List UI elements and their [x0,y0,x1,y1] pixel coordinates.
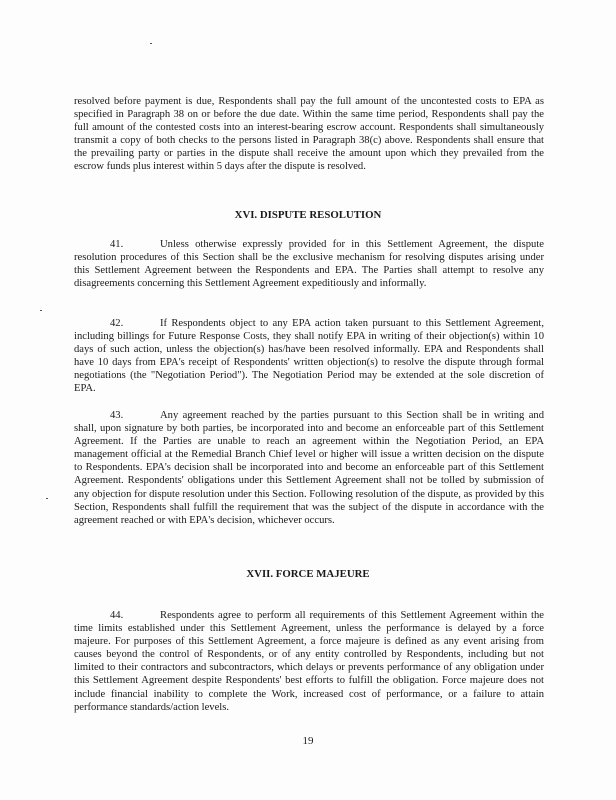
continuation-paragraph: resolved before payment is due, Respondents shall pay the full amount of the uncontested costs to EPA as specified in Paragraph 38 on or before the due date. Within the same time period, Respondents shall pay the full amount of the contested costs into an interest-bearing escrow account. Respondents shall simultaneously transmit a copy of both checks to the persons listed in Paragraph 38(c) above. Respondents shall ensure that the prevailing party or parties in the dispute shall receive the amount upon which they prevailed from the escrow funds plus interest within 5 days after the dispute is resolved. [74,96,544,173]
paragraph-number: 44. [110,610,124,621]
paragraph-42 [74,317,544,396]
paragraph-text: If Respondents object to any EPA action taken pursuant to this Settlement Agreement, including billings for Future Response Costs, they shall notify EPA in writing of their objection(s) within 10 days of such action, unless the objection(s) has/have been resolved informally. EPA and Respondents shall have 10 days from EPA's receipt of Respondents' written objection(s) to resolve the dispute through formal negotiations (the "Negotiation Period"). The Negotiation Period may be extended at the sole discretion of EPA. [74,318,544,395]
section-heading-dispute-resolution: XVI. DISPUTE RESOLUTION [234,209,382,221]
paragraph-number: 43. [110,410,124,421]
paragraph-number: 42. [110,318,124,329]
page-number: 19 [302,735,314,747]
paragraph-44 [74,609,544,714]
section-heading-force-majeure: XVII. FORCE MAJEURE [246,568,370,580]
paragraph-text: Unless otherwise expressly provided for in this Settlement Agreement, the dispute resolution procedures of this Section shall be the exclusive mechanism for resolving disputes arising under this Settlement Agreement between the Respondents and EPA. The Parties shall attempt to resolve any disagreements concerning this Settlement Agreement expeditiously and informally. [74,239,544,290]
scan-speck [150,43,152,44]
paragraph-43 [74,409,544,527]
paragraph-41 [74,238,544,290]
paragraph-text: Respondents agree to perform all requirements of this Settlement Agreement within the time limits established under this Settlement Agreement, unless the performance is delayed by a force majeure. For purposes of this Settlement Agreement, a force majeure is defined as any event arising from causes beyond the control of Respondents, or of any entity controlled by Respondents, including but not limited to their contractors and subcontractors, which delays or prevents performance of any obligation under this Settlement Agreement despite Respondents' best efforts to fulfill the obligation. Force majeure does not include financial inability to complete the Work, increased cost of performance, or a failure to attain performance standards/action levels. [74,610,544,713]
scan-speck [46,498,48,499]
scan-speck [40,310,42,311]
paragraph-text: Any agreement reached by the parties pursuant to this Section shall be in writing and shall, upon signature by both parties, be incorporated into and become an enforceable part of this Settlement Agreement. If the Parties are unable to reach an agreement within the Negotiation Period, an EPA management official at the Remedial Branch Chief level or higher will issue a written decision on the dispute to Respondents. EPA's decision shall be incorporated into and become an enforceable part of this Settlement Agreement. Respondents' obligations under this Settlement Agreement shall not be tolled by submission of any objection for dispute resolution under this Section. Following resolution of the dispute, as provided by this Section, Respondents shall fulfill the requirement that was the subject of the dispute in accordance with the agreement reached or with EPA's decision, whichever occurs. [74,410,544,526]
paragraph-number: 41. [110,239,124,250]
